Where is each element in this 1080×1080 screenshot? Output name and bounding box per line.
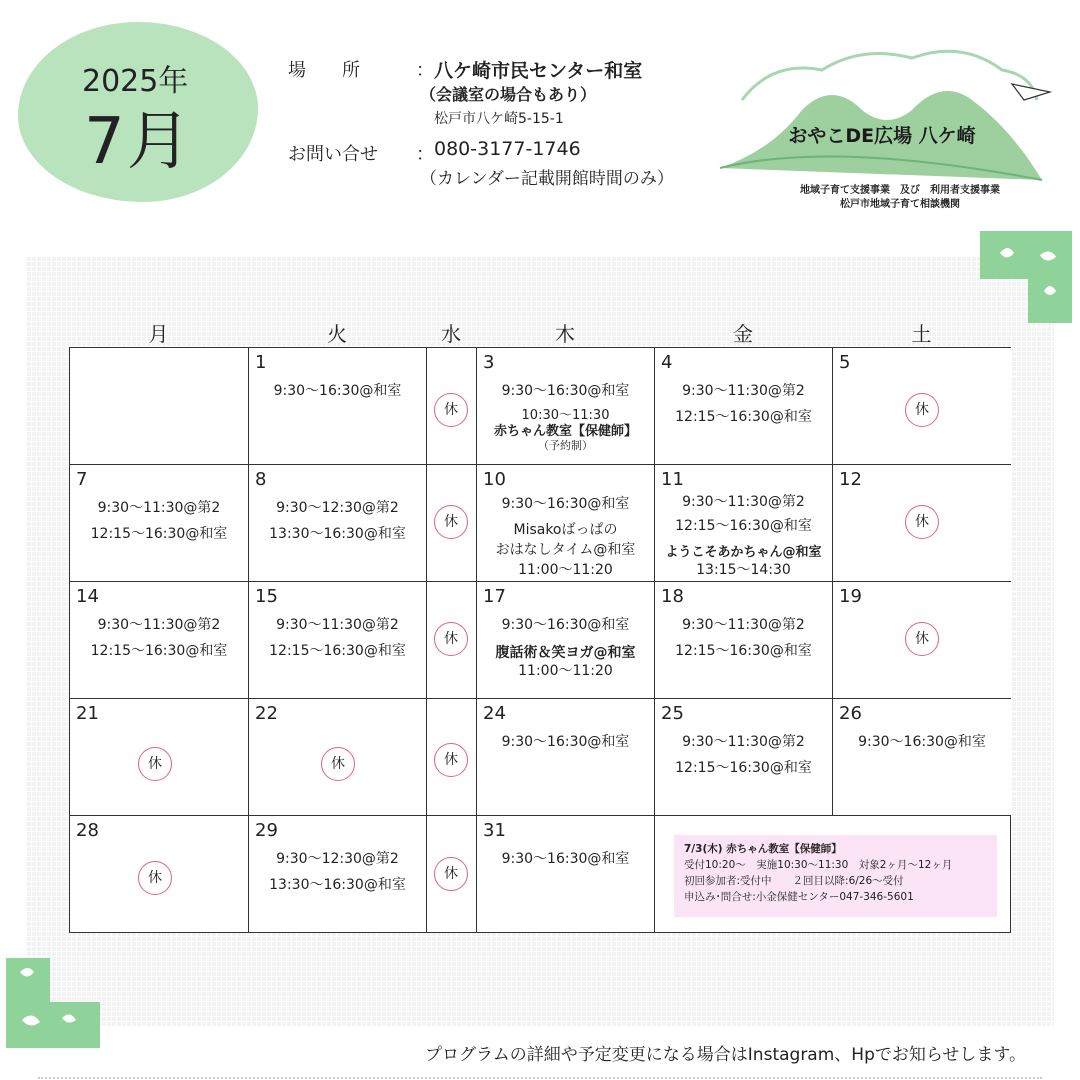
day-number: 21 [76, 703, 99, 724]
place-colon: ： [416, 60, 434, 81]
calendar-cell-22 [249, 699, 427, 816]
event-title: Misakoばっぱの [513, 522, 618, 538]
weekday-thu: 木 [555, 322, 575, 346]
calendar-cell-12 [833, 465, 1011, 582]
schedule-line: 9:30〜16:30@和室 [273, 383, 402, 399]
calendar-cell-24 [477, 699, 655, 816]
calendar-cell-7 [70, 465, 249, 582]
place-value: 八ケ崎市民センター和室 [434, 60, 643, 82]
event-time: 11:00〜11:20 [518, 663, 613, 679]
leaf-stamp-bottom-icon [6, 958, 100, 1048]
day-number: 4 [661, 352, 673, 373]
calendar-cell-5 [833, 348, 1011, 465]
calendar-cell-26 [833, 699, 1011, 816]
footer-note: プログラムの詳細や予定変更になる場合はInstagram、Hpでお知らせします。 [424, 1045, 1026, 1065]
closed-badge: 休 [321, 747, 355, 781]
calendar-cell-2 [427, 348, 477, 465]
event-title: おはなしタイム@和室 [495, 542, 636, 558]
day-number: 15 [255, 586, 278, 607]
closed-badge: 休 [434, 393, 468, 427]
closed-badge: 休 [138, 861, 172, 895]
day-number: 7 [76, 469, 88, 490]
calendar-cell-empty [70, 348, 249, 465]
schedule-line: 9:30〜16:30@和室 [501, 496, 630, 512]
month-badge [18, 22, 258, 202]
schedule-line: 13:30〜16:30@和室 [269, 877, 406, 893]
schedule-line: 9:30〜11:30@第2 [682, 494, 805, 510]
event-title: 腹話術＆笑ヨガ@和室 [495, 645, 636, 661]
weekday-sat: 土 [911, 322, 932, 346]
mountains-illustration [712, 40, 1062, 190]
day-number: 10 [483, 469, 506, 490]
calendar-cell-16 [427, 582, 477, 699]
day-number: 24 [483, 703, 506, 724]
calendar-cell-4 [655, 348, 833, 465]
calendar-cell-23 [427, 699, 477, 816]
schedule-line: 9:30〜16:30@和室 [501, 734, 630, 750]
calendar-cell-8 [249, 465, 427, 582]
calendar-cell-14 [70, 582, 249, 699]
calendar-cell-15 [249, 582, 427, 699]
contact-phone: 080-3177-1746 [434, 138, 581, 160]
day-number: 14 [76, 586, 99, 607]
calendar-cell-9 [427, 465, 477, 582]
calendar-cell-25 [655, 699, 833, 816]
contact-note: （カレンダー記載開館時間のみ） [420, 169, 674, 189]
calendar-cell-19 [833, 582, 1011, 699]
closed-badge: 休 [434, 622, 468, 656]
calendar-cell-17 [477, 582, 655, 699]
schedule-line: 12:15〜16:30@和室 [90, 526, 228, 542]
day-number: 28 [76, 820, 99, 841]
notice-line: 初回参加者:受付中 ２回目以降:6/26〜受付 [684, 875, 904, 887]
event-time: 10:30〜11:30 [521, 408, 610, 423]
logo-title: おやこDE広場 八ケ崎 [788, 125, 976, 147]
weekday-wed: 水 [441, 322, 461, 346]
schedule-line: 12:15〜16:30@和室 [269, 643, 406, 659]
calendar-cell-30 [427, 816, 477, 932]
dotted-divider [38, 1077, 1042, 1079]
day-number: 26 [839, 703, 862, 724]
schedule-line: 9:30〜11:30@第2 [276, 617, 399, 633]
day-number: 29 [255, 820, 278, 841]
day-number: 3 [483, 352, 495, 373]
day-number: 18 [661, 586, 684, 607]
day-number: 19 [839, 586, 862, 607]
day-number: 8 [255, 469, 267, 490]
logo-caption-line1: 地域子育て支援事業 及び 利用者支援事業 [800, 185, 1000, 196]
closed-badge: 休 [138, 747, 172, 781]
calendar-cell-1 [249, 348, 427, 465]
schedule-line: 9:30〜11:30@第2 [682, 383, 805, 399]
day-number: 25 [661, 703, 684, 724]
notice-line: 申込み･問合せ:小金保健センター047-346-5601 [684, 891, 914, 903]
notice-title: 7/3(木) 赤ちゃん教室【保健師】 [684, 843, 842, 855]
leaf-stamp-icon [980, 231, 1072, 323]
schedule-line: 12:15〜16:30@和室 [675, 643, 812, 659]
schedule-line: 12:15〜16:30@和室 [675, 760, 812, 776]
schedule-line: 12:15〜16:30@和室 [90, 643, 228, 659]
weekday-mon: 月 [148, 322, 169, 346]
contact-colon: ： [416, 144, 434, 165]
closed-badge: 休 [434, 857, 468, 891]
place-note: （会議室の場合もあり） [420, 85, 597, 104]
schedule-line: 9:30〜16:30@和室 [858, 734, 986, 750]
schedule-line: 9:30〜16:30@和室 [501, 383, 630, 399]
address: 松戸市八ケ崎5-15-1 [434, 111, 564, 127]
event-title: 赤ちゃん教室【保健師】 [493, 424, 637, 439]
closed-badge: 休 [905, 393, 939, 427]
schedule-line: 9:30〜16:30@和室 [501, 851, 630, 867]
notice-line: 受付10:20〜 実施10:30〜11:30 対象2ヶ月〜12ヶ月 [684, 859, 953, 871]
day-number: 12 [839, 469, 862, 490]
closed-badge: 休 [434, 743, 468, 777]
calendar-cell-11 [655, 465, 833, 582]
logo-caption-line2: 松戸市地域子育て相談機関 [840, 199, 960, 210]
closed-badge: 休 [434, 505, 468, 539]
logo-caption [760, 184, 1040, 212]
schedule-line: 9:30〜11:30@第2 [97, 500, 221, 516]
event-time: 13:15〜14:30 [696, 562, 791, 578]
schedule-line: 9:30〜11:30@第2 [682, 734, 805, 750]
schedule-line: 12:15〜16:30@和室 [675, 409, 812, 425]
calendar-cell-3 [477, 348, 655, 465]
badge-year: 2025年 [82, 64, 189, 99]
calendar-cell-29 [249, 816, 427, 932]
schedule-line: 9:30〜11:30@第2 [97, 617, 221, 633]
day-number: 22 [255, 703, 278, 724]
day-number: 31 [483, 820, 506, 841]
closed-badge: 休 [905, 505, 939, 539]
day-number: 17 [483, 586, 506, 607]
calendar-cell-18 [655, 582, 833, 699]
event-note: （予約制） [538, 439, 593, 452]
day-number: 5 [839, 352, 851, 373]
calendar-cell-31 [477, 816, 655, 932]
schedule-line: 13:30〜16:30@和室 [269, 526, 406, 542]
schedule-line: 9:30〜12:30@第2 [276, 851, 399, 867]
weekday-tue: 火 [327, 322, 347, 346]
calendar-cell-28 [70, 816, 249, 932]
schedule-line: 9:30〜12:30@第2 [276, 500, 399, 516]
day-number: 1 [255, 352, 267, 373]
event-time: 11:00〜11:20 [518, 562, 613, 578]
contact-label: お問い合せ [288, 144, 378, 165]
schedule-line: 12:15〜16:30@和室 [675, 518, 812, 534]
schedule-line: 9:30〜11:30@第2 [682, 617, 805, 633]
notice-box [674, 835, 997, 917]
calendar-cell-10 [477, 465, 655, 582]
day-number: 11 [661, 469, 684, 490]
closed-badge: 休 [905, 622, 939, 656]
place-label: 場 所 [288, 60, 360, 81]
calendar-cell-21 [70, 699, 249, 816]
weekday-fri: 金 [733, 322, 753, 346]
badge-month: 7月 [84, 105, 193, 179]
schedule-line: 9:30〜16:30@和室 [501, 617, 630, 633]
event-title: ようこそあかちゃん@和室 [665, 545, 822, 560]
